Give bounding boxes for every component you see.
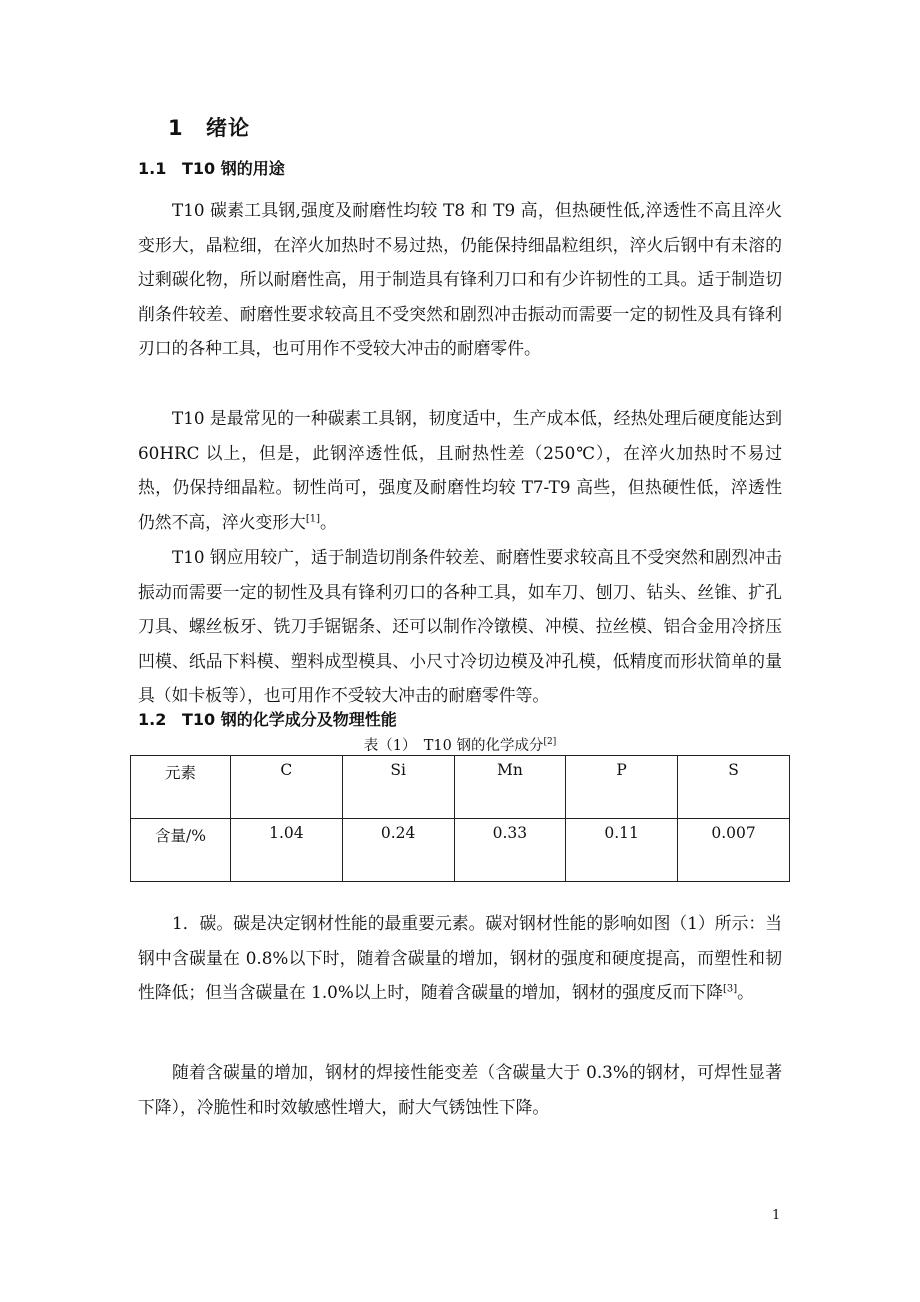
table-cell: Si xyxy=(342,756,454,819)
citation-ref: [2] xyxy=(543,737,557,748)
paragraph-text: T10 是最常见的一种碳素工具钢，韧度适中，生产成本低，经热处理后硬度能达到 60HRC 以上，但是，此钢淬透性低，且耐热性差（250℃），在淬火加热时不易过热，仍保持细晶粒。韧性尚可，强度及耐磨性均较 T7-T9 高些，但热硬性低，淬透性仍然不高，淬火变形大 xyxy=(138,408,782,532)
table-cell: 0.33 xyxy=(454,819,566,882)
caption-text: 表（1） T10 钢的化学成分 xyxy=(363,738,544,754)
table-row xyxy=(131,819,790,882)
table-cell: C xyxy=(230,756,342,819)
paragraph-usage-2 xyxy=(138,401,782,539)
table-cell: 0.11 xyxy=(566,819,678,882)
paragraph-tail: 。 xyxy=(737,982,754,1003)
section-title: T10 钢的化学成分及物理性能 xyxy=(182,710,397,729)
table-cell: 0.24 xyxy=(342,819,454,882)
table-cell: Mn xyxy=(454,756,566,819)
section-heading-1-2 xyxy=(138,707,397,730)
citation-ref: [3] xyxy=(722,983,738,995)
paragraph-tail: 。 xyxy=(320,511,337,532)
table-cell: P xyxy=(566,756,678,819)
table-header-row xyxy=(131,756,790,819)
chapter-number: 1 xyxy=(168,116,184,140)
page-number: 1 xyxy=(772,1208,781,1223)
table-cell: S xyxy=(678,756,790,819)
chemical-composition-table xyxy=(130,755,790,882)
section-heading-1-1 xyxy=(138,156,285,179)
section-title: T10 钢的用途 xyxy=(182,159,285,178)
paragraph-usage-3: T10 钢应用较广，适于制造切削条件较差、耐磨性要求较高且不受突然和剧烈冲击振动而需要一定的韧性及具有锋利刃口的各种工具，如车刀、刨刀、钻头、丝锥、扩孔刀具、螺丝板牙、铣刀手锯锯条、还可以制作冷镦模、冲模、拉丝模、铝合金用冷挤压凹模、纸品下料模、塑料成型模具、小尺寸冷切边模及冲孔模，低精度而形状简单的量具（如卡板等），也可用作不受较大冲击的耐磨零件等。 xyxy=(138,547,782,706)
paragraph-usage-1: T10 碳素工具钢,强度及耐磨性均较 T8 和 T9 高，但热硬性低,淬透性不高且淬火变形大，晶粒细，在淬火加热时不易过热，仍能保持细晶粒组织，淬火后钢中有未溶的过剩碳化物，所以耐磨性高，用于制造具有锋利刀口和有少许韧性的工具。适于制造切削条件较差、耐磨性要求较高且不受突然和剧烈冲击振动而需要一定的韧性及具有锋利刃口的各种工具，也可用作不受较大冲击的耐磨零件。 xyxy=(138,200,782,359)
section-number: 1.2 xyxy=(138,710,167,729)
table-cell: 元素 xyxy=(131,756,231,819)
table-cell: 含量/% xyxy=(131,819,231,882)
chapter-heading xyxy=(168,112,250,142)
paragraph-text: 1．碳。碳是决定钢材性能的最重要元素。碳对钢材性能的影响如图（1）所示：当钢中含碳量在 0.8%以下时，随着含碳量的增加，钢材的强度和硬度提高，而塑性和韧性降低；但当含碳量在 1.0%以上时，随着含碳量的增加，钢材的强度反而下降 xyxy=(138,913,782,1003)
chapter-title: 绪论 xyxy=(206,116,250,140)
table-caption xyxy=(130,734,790,755)
section-number: 1.1 xyxy=(138,159,167,178)
citation-ref: [1] xyxy=(305,513,320,525)
table-cell: 0.007 xyxy=(678,819,790,882)
paragraph-carbon xyxy=(138,906,782,1010)
paragraph-carbon-weldability: 随着含碳量的增加，钢材的焊接性能变差（含碳量大于 0.3%的钢材，可焊性显著下降），冷脆性和时效敏感性增大，耐大气锈蚀性下降。 xyxy=(138,1062,782,1117)
table-cell: 1.04 xyxy=(230,819,342,882)
